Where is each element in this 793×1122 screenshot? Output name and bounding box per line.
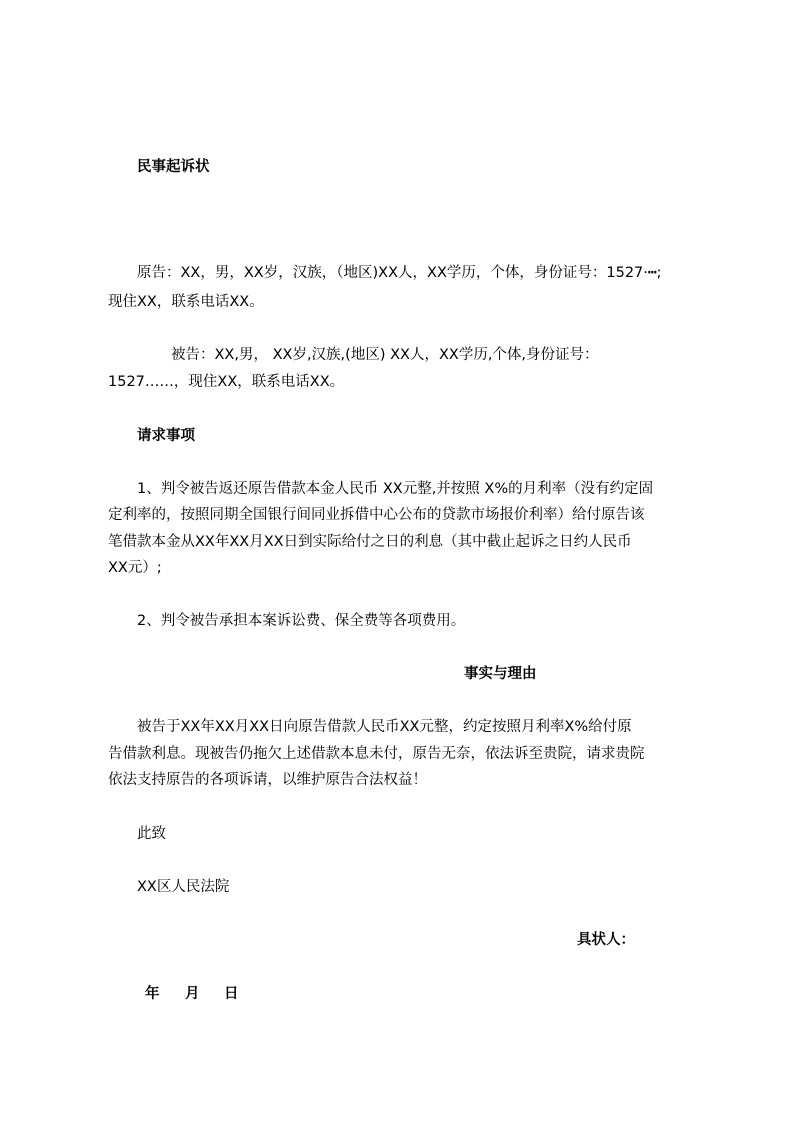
defendant-line-2: 1527……，现住XX，联系电话XX。 <box>108 374 345 390</box>
plaintiff-line-1: 原告：XX，男，XX岁，汉族，（地区)XX人，XX学历，个体，身份证号：1527·┅; <box>137 265 662 281</box>
facts-line-1: 被告于XX年XX月XX日向原告借款人民币XX元整，约定按照月利率X%给付原 <box>137 719 632 735</box>
claims-heading: 请求事项 <box>137 428 195 444</box>
salutation: 此致 <box>137 826 166 842</box>
claim-2: 2、判令被告承担本案诉讼费、保全费等各项费用。 <box>137 613 466 629</box>
signature-label: 具状人： <box>577 932 635 948</box>
defendant-line-1: 被告：XX,男， XX岁,汉族,(地区) XX人，XX学历,个体,身份证号： <box>171 347 599 363</box>
date-day: 日 <box>224 986 239 1002</box>
facts-line-2: 告借款利息。现被告仍拖欠上述借款本息未付，原告无奈，依法诉至贵院，请求贵院 <box>108 746 645 762</box>
document-title: 民事起诉状 <box>137 159 210 175</box>
court-name: XX区人民法院 <box>137 879 230 895</box>
claim-1-line-4: XX元）; <box>108 560 162 576</box>
facts-line-3: 依法支持原告的各项诉请，以维护原告合法权益！ <box>108 772 427 788</box>
claim-1-line-2: 定利率的，按照同期全国银行间同业拆借中心公布的贷款市场报价利率）给付原告该 <box>108 507 645 523</box>
claim-1-line-1: 1、判令被告返还原告借款本金人民币 XX元整,并按照 X%的月利率（没有约定固 <box>137 481 654 497</box>
date-month: 月 <box>185 986 200 1002</box>
date-year: 年 <box>145 986 160 1002</box>
plaintiff-line-2: 现住XX，联系电话XX。 <box>108 294 264 310</box>
claim-1-line-3: 笔借款本金从XX年XX月XX日到实际给付之日的利息（其中截止起诉之日约人民币 <box>108 534 632 550</box>
facts-heading: 事实与理由 <box>464 666 537 682</box>
